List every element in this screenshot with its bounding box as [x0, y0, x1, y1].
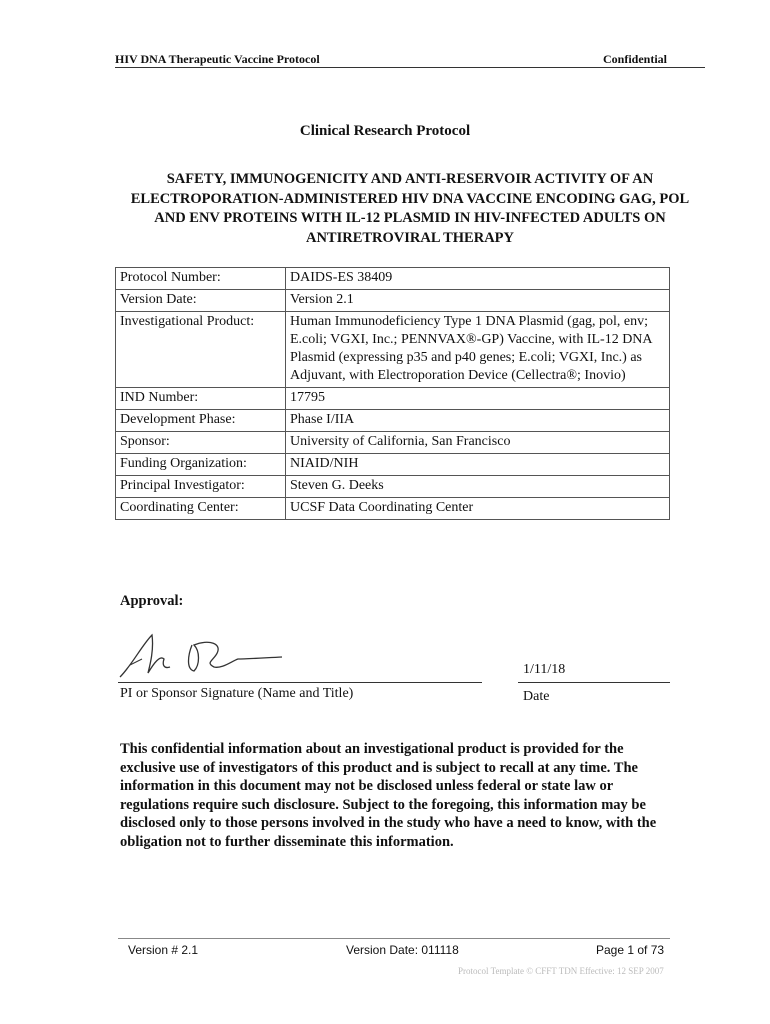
row-key: Version Date:	[116, 290, 286, 312]
signature-image	[112, 625, 292, 685]
row-value: UCSF Data Coordinating Center	[286, 498, 670, 520]
date-label: Date	[523, 689, 550, 704]
table-row	[116, 312, 670, 388]
protocol-info-table	[115, 267, 670, 520]
footer-version-date: Version Date: 011118	[346, 943, 459, 957]
row-key: Development Phase:	[116, 410, 286, 432]
row-key: Funding Organization:	[116, 454, 286, 476]
footer-page-number: Page 1 of 73	[596, 943, 665, 957]
table-row	[116, 476, 670, 498]
footer-template-note: Protocol Template © CFFT TDN Effective: 12 SEP 2007	[458, 966, 664, 976]
row-value: Steven G. Deeks	[286, 476, 670, 498]
approval-heading: Approval:	[120, 593, 184, 609]
row-value: Phase I/IIA	[286, 410, 670, 432]
row-value: Human Immunodeficiency Type 1 DNA Plasmid (gag, pol, env; E.coli; VGXI, Inc.; PENNVAX®-GP) Vaccine, with IL-12 DNA Plasmid (expressing p35 and p40 genes; E.coli; VGXI, Inc.) as Adjuvant, with Electroporation Device (Cellectra®; Inovio)	[286, 312, 670, 388]
signature-line	[118, 682, 482, 683]
row-value: University of California, San Francisco	[286, 432, 670, 454]
protocol-long-title: SAFETY, IMMUNOGENICITY AND ANTI-RESERVOIR ACTIVITY OF AN ELECTROPORATION-ADMINISTERED HIV DNA VACCINE ENCODING GAG, POL AND ENV PROTEINS WITH IL-12 PLASMID IN HIV-INFECTED ADULTS ON ANTIRETROVIRAL THERAPY	[130, 171, 690, 246]
footer-divider	[118, 938, 670, 939]
row-value: DAIDS-ES 38409	[286, 268, 670, 290]
row-key: Principal Investigator:	[116, 476, 286, 498]
table-row	[116, 268, 670, 290]
signature-date: 1/11/18	[523, 662, 566, 677]
table-row	[116, 388, 670, 410]
table-row	[116, 432, 670, 454]
row-key: IND Number:	[116, 388, 286, 410]
table-row	[116, 290, 670, 312]
signature-label: PI or Sponsor Signature (Name and Title)	[120, 686, 354, 701]
date-line	[518, 682, 670, 683]
header-title: HIV DNA Therapeutic Vaccine Protocol	[115, 52, 320, 66]
row-value: Version 2.1	[286, 290, 670, 312]
row-key: Coordinating Center:	[116, 498, 286, 520]
document-title: Clinical Research Protocol	[299, 123, 471, 139]
row-key: Sponsor:	[116, 432, 286, 454]
table-row	[116, 410, 670, 432]
row-key: Protocol Number:	[116, 268, 286, 290]
table-row	[116, 498, 670, 520]
row-key: Investigational Product:	[116, 312, 286, 388]
confidentiality-notice: This confidential information about an investigational product is provided for the exclusive use of investigators of this product and is subject to recall at any time. The information in this document may not be disclosed unless federal or state law or regulations require such disclosure. Subject to the foregoing, this information may be disclosed only to those persons involved in the study who have a need to know, with the obligation not to further disseminate this information.	[120, 741, 657, 850]
footer-version: Version # 2.1	[128, 943, 199, 957]
header-confidential: Confidential	[602, 52, 667, 66]
page-header	[115, 52, 705, 68]
row-value: 17795	[286, 388, 670, 410]
row-value: NIAID/NIH	[286, 454, 670, 476]
table-row	[116, 454, 670, 476]
